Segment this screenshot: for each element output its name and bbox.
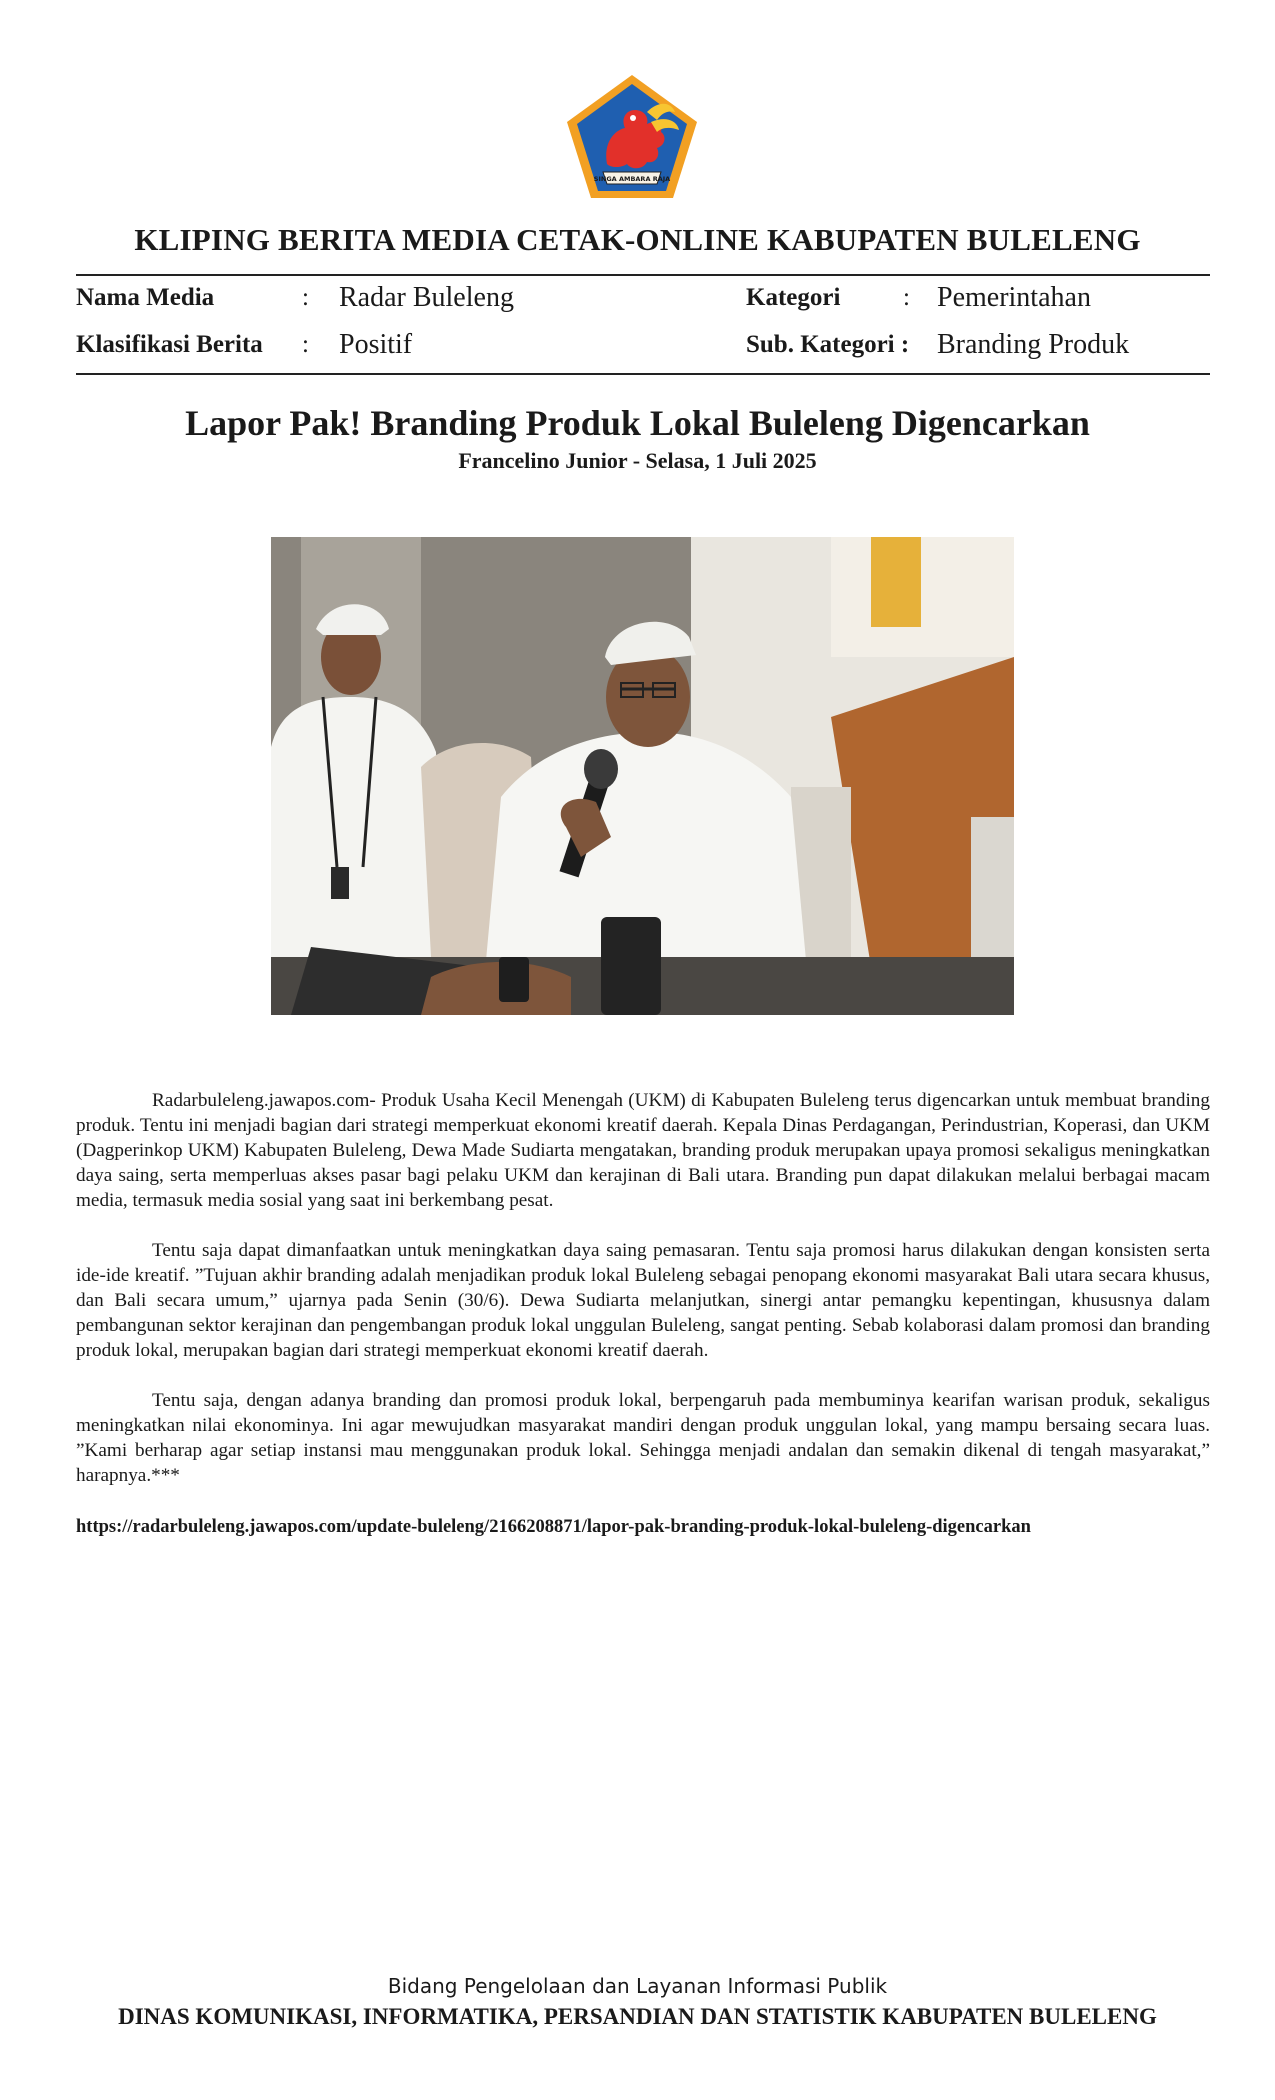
meta-colon: : <box>302 331 309 358</box>
nama-media-value: Radar Buleleng <box>339 282 514 313</box>
article-paragraph: Tentu saja, dengan adanya branding dan promosi produk lokal, berpengaruh pada membuminya kearifan warisan produk, sekaligus meningkatkan nilai ekonominya. Ini agar mewujudkan masyarakat mandiri dengan produk unggulan lokal, yang mampu bersaing secara luas. ”Kami berharap agar setiap instansi mau menggunakan produk lokal. Sehingga menjadi andalan dan semakin dikenal di tengah masyarakat,” harapnya.*** <box>76 1390 1210 1486</box>
article-body <box>76 1088 1210 1513</box>
logo-motto: SINGA AMBARA RAJA <box>593 175 671 183</box>
article-headline: Lapor Pak! Branding Produk Lokal Buleleng Digencarkan <box>185 403 1090 443</box>
meta-colon: : <box>903 284 910 311</box>
singa-ambara-raja-emblem-icon <box>563 72 701 202</box>
sub-kategori-value: Branding Produk <box>937 329 1130 360</box>
article-paragraph: Radarbuleleng.jawapos.com- Produk Usaha Kecil Menengah (UKM) di Kabupaten Buleleng terus digencarkan untuk membuat branding produk. Tentu ini menjadi bagian dari strategi memperkuat ekonomi kreatif daerah. Kepala Dinas Perdagangan, Perindustrian, Koperasi, dan UKM (Dagperinkop UKM) Kabupaten Buleleng, Dewa Made Sudiarta mengatakan, branding produk merupakan upaya promosi sekaligus meningkatkan daya saing, serta memperluas akses pasar bagi pelaku UKM dan kerajinan di Bali utara. Branding pun dapat dilakukan melalui berbagai macam media, termasuk media sosial yang saat ini berkembang pesat. <box>76 1090 1210 1211</box>
sub-kategori-label: Sub. Kategori : <box>746 331 910 358</box>
footer-agency: DINAS KOMUNIKASI, INFORMATIKA, PERSANDIAN DAN STATISTIK KABUPATEN BULELENG <box>118 2004 1157 2029</box>
header-divider-top <box>76 274 1210 276</box>
article-paragraph: Tentu saja dapat dimanfaatkan untuk meningkatkan daya saing pemasaran. Tentu saja promosi harus dilakukan dengan konsisten serta ide-ide kreatif. ”Tujuan akhir branding adalah menjadikan produk lokal Buleleng sebagai penopang ekonomi masyarakat Bali utara secara khusus, dan Bali secara umum,” ujarnya pada Senin (30/6). Dewa Sudiarta melanjutkan, sinergi antar pemangku kepentingan, khususnya dalam pembangunan sektor kerajinan dan pengembangan produk lokal unggulan Buleleng, sangat penting. Sebab kolaborasi dalam promosi dan branding produk lokal, merupakan bagian dari strategi memperkuat ekonomi kreatif daerah. <box>76 1240 1210 1361</box>
kategori-label: Kategori <box>746 284 841 311</box>
regency-logo <box>563 72 701 202</box>
footer-department: Bidang Pengelolaan dan Layanan Informasi Publik <box>387 1974 888 1998</box>
news-photo-icon <box>271 537 1014 1015</box>
article-photo <box>271 537 1014 1015</box>
article-byline: Francelino Junior - Selasa, 1 Juli 2025 <box>458 448 817 473</box>
document-title: KLIPING BERITA MEDIA CETAK-ONLINE KABUPATEN BULELENG <box>134 222 1141 257</box>
klasifikasi-value: Positif <box>339 329 413 360</box>
kategori-value: Pemerintahan <box>937 282 1091 313</box>
nama-media-label: Nama Media <box>76 284 215 311</box>
meta-colon: : <box>302 284 309 311</box>
header-divider-bottom <box>76 373 1210 375</box>
source-url-link[interactable]: https://radarbuleleng.jawapos.com/update-buleleng/2166208871/lapor-pak-branding-produk-lokal-buleleng-digencarkan <box>76 1517 1031 1537</box>
klasifikasi-label: Klasifikasi Berita <box>76 331 263 358</box>
